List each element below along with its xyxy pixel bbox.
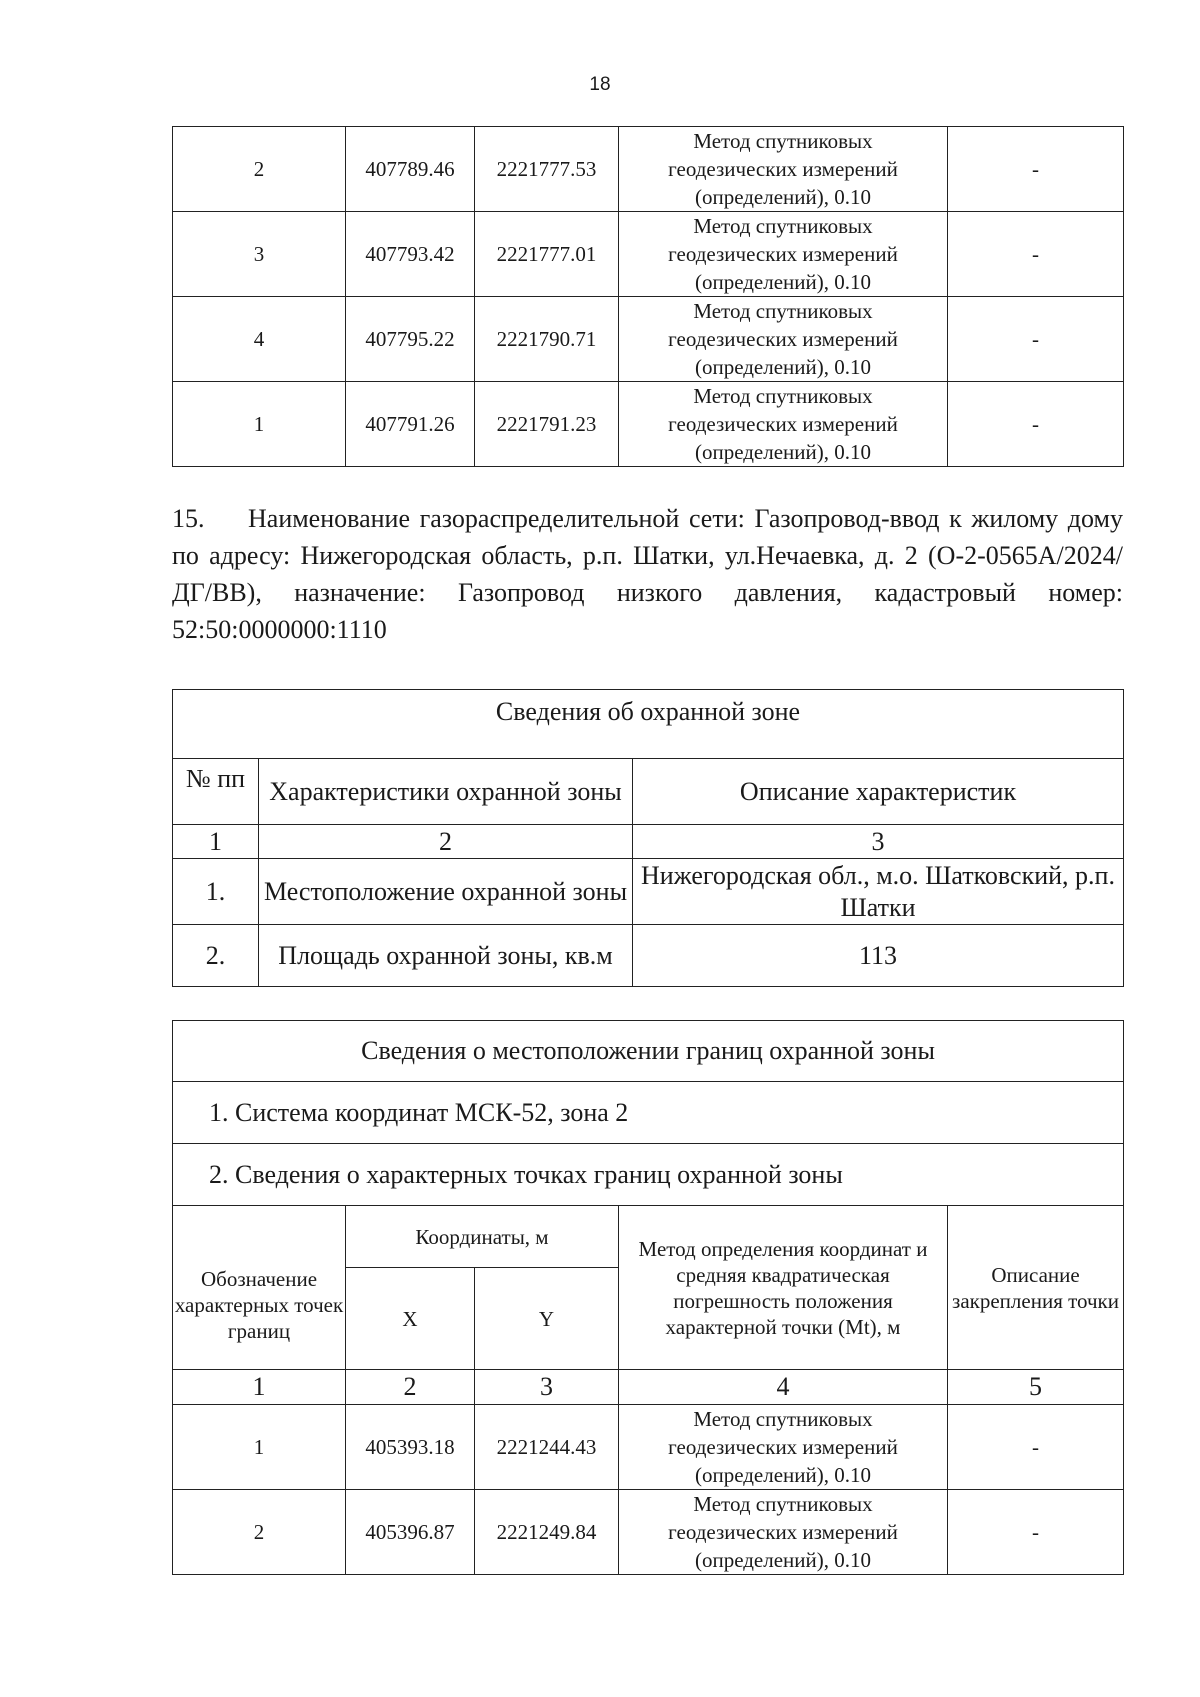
fixing-description-cell: - <box>948 297 1124 382</box>
method-line: геодезических измерений <box>668 412 898 436</box>
method-line: Метод спутниковых <box>693 1492 873 1516</box>
header-x: X <box>346 1268 475 1370</box>
method-line: геодезических измерений <box>668 242 898 266</box>
coordinate-system-row: 1. Система координат МСК-52, зона 2 <box>173 1082 1124 1144</box>
method-cell <box>619 1405 948 1490</box>
table-row <box>173 212 1124 297</box>
table-row <box>173 1405 1124 1490</box>
header-point-designation: Обозначение характерных точек границ <box>173 1206 346 1370</box>
table-row <box>173 1490 1124 1575</box>
y-coordinate-cell: 2221249.84 <box>475 1490 619 1575</box>
method-line: Метод спутниковых <box>693 384 873 408</box>
zone-table-title: Сведения об охранной зоне <box>173 690 1124 759</box>
zone-row-num: 2. <box>173 925 259 987</box>
point-cell: 4 <box>173 297 346 382</box>
method-line: геодезических измерений <box>668 1520 898 1544</box>
zone-row-name: Площадь охранной зоны, кв.м <box>259 925 633 987</box>
point-cell: 2 <box>173 127 346 212</box>
y-coordinate-cell: 2221777.01 <box>475 212 619 297</box>
method-line: геодезических измерений <box>668 157 898 181</box>
fixing-description-cell: - <box>948 212 1124 297</box>
y-coordinate-cell: 2221777.53 <box>475 127 619 212</box>
fixing-description-cell: - <box>948 1405 1124 1490</box>
boundary-points-table <box>172 1020 1124 1575</box>
zone-info-table <box>172 689 1124 987</box>
zone-row-value: Нижегородская обл., м.о. Шатковский, р.п. Шатки <box>633 859 1124 925</box>
zone-index-1: 1 <box>173 825 259 859</box>
fixing-description-cell: - <box>948 382 1124 467</box>
zone-header-description: Описание характеристик <box>633 759 1124 825</box>
method-line: (определений), 0.10 <box>694 355 872 379</box>
x-coordinate-cell: 405396.87 <box>346 1490 475 1575</box>
method-line: (определений), 0.10 <box>694 185 872 209</box>
points-index-5: 5 <box>948 1370 1124 1405</box>
method-line: (определений), 0.10 <box>694 1548 872 1572</box>
method-line: Метод спутниковых <box>693 299 873 323</box>
point-cell: 2 <box>173 1490 346 1575</box>
fixing-description-cell: - <box>948 1490 1124 1575</box>
points-info-row: 2. Сведения о характерных точках границ охранной зоны <box>173 1144 1124 1206</box>
method-line: Метод спутниковых <box>693 1407 873 1431</box>
method-cell <box>619 297 948 382</box>
point-cell: 1 <box>173 382 346 467</box>
y-coordinate-cell: 2221791.23 <box>475 382 619 467</box>
points-index-4: 4 <box>619 1370 948 1405</box>
method-cell <box>619 1490 948 1575</box>
method-line: Метод спутниковых <box>693 129 873 153</box>
method-line: (определений), 0.10 <box>694 440 872 464</box>
section-number: 15. <box>172 504 205 533</box>
table-row <box>173 127 1124 212</box>
zone-header-characteristics: Характеристики охранной зоны <box>259 759 633 825</box>
table-row <box>173 297 1124 382</box>
x-coordinate-cell: 405393.18 <box>346 1405 475 1490</box>
top-coordinates-table <box>172 126 1124 467</box>
page-number: 18 <box>589 74 611 95</box>
table-row <box>173 382 1124 467</box>
zone-row-value: 113 <box>633 925 1124 987</box>
points-index-1: 1 <box>173 1370 346 1405</box>
method-line: геодезических измерений <box>668 1435 898 1459</box>
section-text: Наименование газораспределительной сети: Газопровод-ввод к жилому дому по адресу: Нижегородская область, р.п. Шатки, ул.Нечаевка, д. 2 (О-2-0565А/2024/ДГ/ВВ), назначение: Газопровод низкого давления, кадастровый номер: 52:50:0000000:1110 <box>172 504 1123 644</box>
method-cell <box>619 212 948 297</box>
zone-row-num: 1. <box>173 859 259 925</box>
zone-row-name: Местоположение охранной зоны <box>259 859 633 925</box>
zone-index-2: 2 <box>259 825 633 859</box>
header-method: Метод определения координат и средняя квадратическая погрешность положения характерной точки (Mt), м <box>619 1206 948 1370</box>
points-table-title: Сведения о местоположении границ охранной зоны <box>173 1021 1124 1082</box>
method-line: (определений), 0.10 <box>694 1463 872 1487</box>
zone-header-num: № пп <box>173 759 259 825</box>
x-coordinate-cell: 407789.46 <box>346 127 475 212</box>
y-coordinate-cell: 2221790.71 <box>475 297 619 382</box>
method-line: Метод спутниковых <box>693 214 873 238</box>
header-y: Y <box>475 1268 619 1370</box>
method-cell <box>619 127 948 212</box>
header-coordinates: Координаты, м <box>346 1206 619 1268</box>
x-coordinate-cell: 407795.22 <box>346 297 475 382</box>
section-paragraph <box>172 500 1123 648</box>
method-line: (определений), 0.10 <box>694 270 872 294</box>
method-cell <box>619 382 948 467</box>
method-line: геодезических измерений <box>668 327 898 351</box>
y-coordinate-cell: 2221244.43 <box>475 1405 619 1490</box>
header-fixing-description: Описание закрепления точки <box>948 1206 1124 1370</box>
points-index-3: 3 <box>475 1370 619 1405</box>
points-index-2: 2 <box>346 1370 475 1405</box>
fixing-description-cell: - <box>948 127 1124 212</box>
zone-index-3: 3 <box>633 825 1124 859</box>
point-cell: 3 <box>173 212 346 297</box>
x-coordinate-cell: 407793.42 <box>346 212 475 297</box>
point-cell: 1 <box>173 1405 346 1490</box>
x-coordinate-cell: 407791.26 <box>346 382 475 467</box>
